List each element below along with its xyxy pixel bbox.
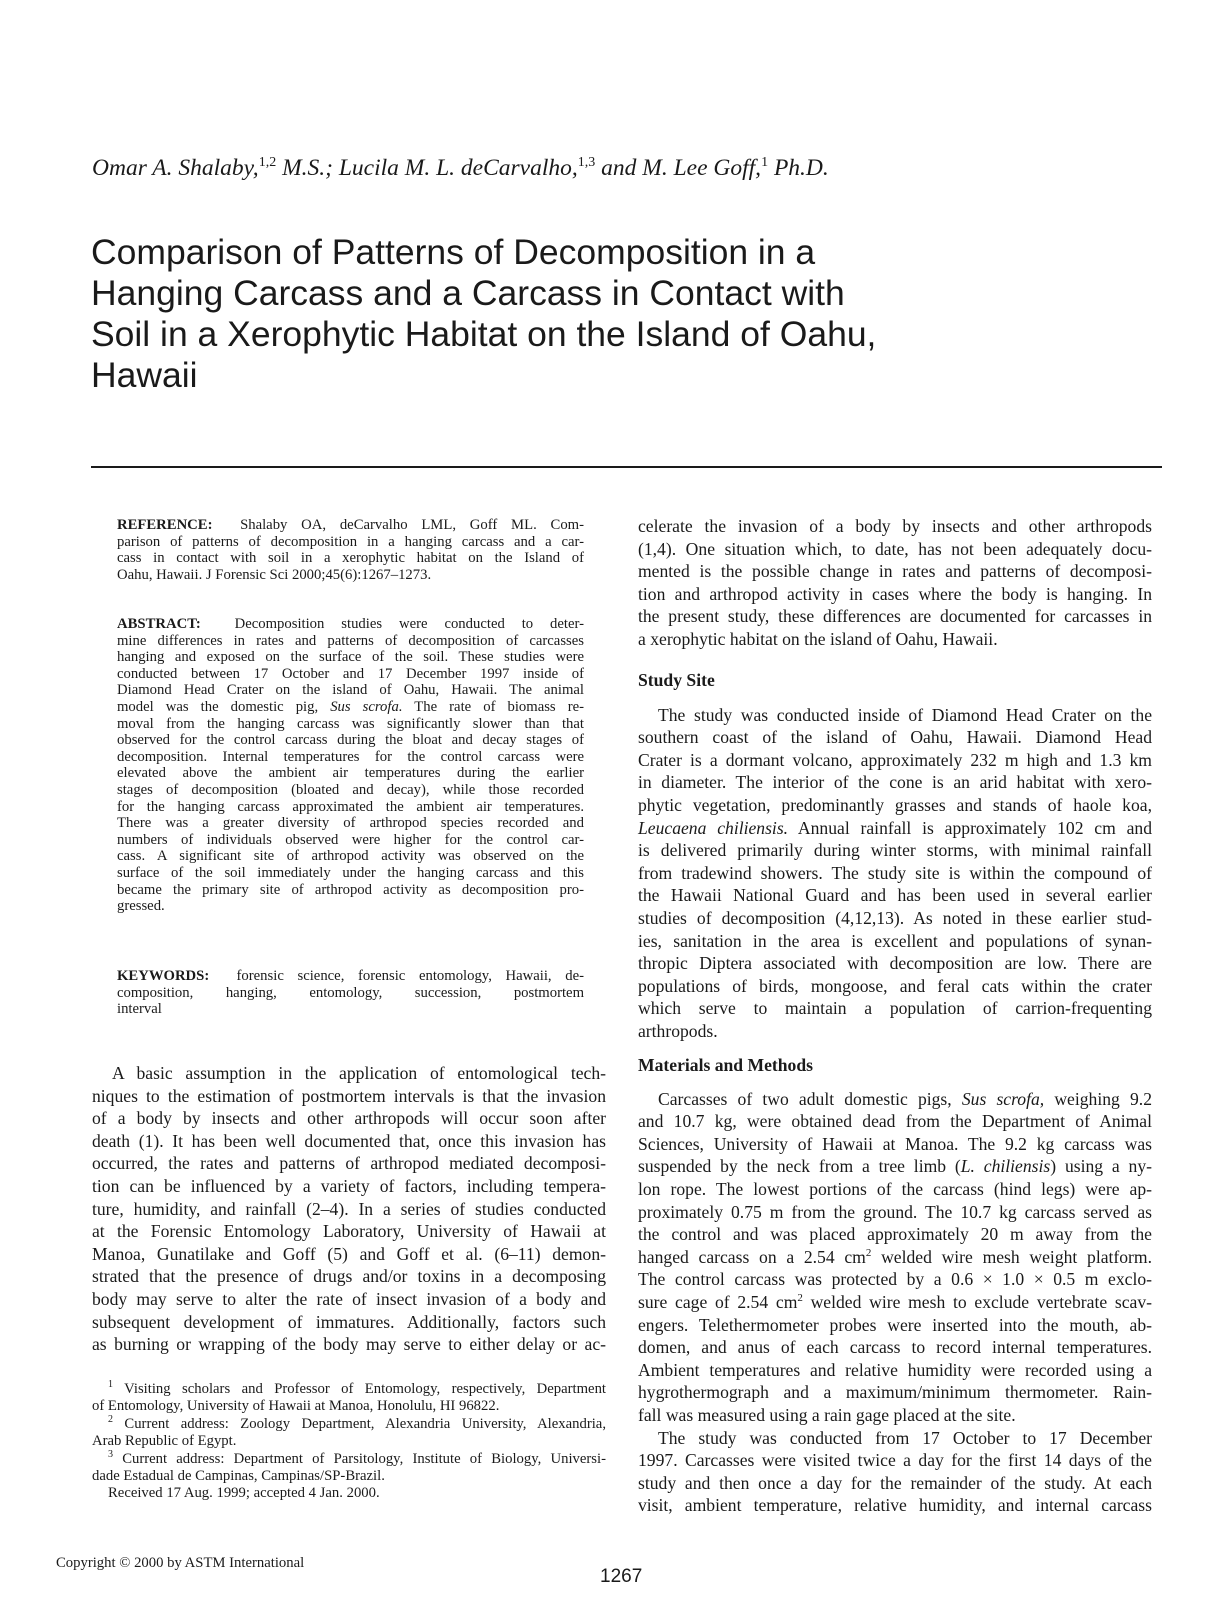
text-line: Crater is a dormant volcano, approximately 232 m high and 1.3 km [638,749,1152,770]
footnotes [92,1381,606,1503]
text-line: gressed. [117,898,165,915]
text-line: a xerophytic habitat on the island of Oahu, Hawaii. [638,628,998,649]
text-line: fall was measured using a rain gage placed at the site. [638,1404,1016,1425]
text-line: The study was conducted inside of Diamond Head Crater on the [658,704,1152,725]
title-line: Hawaii [91,355,198,395]
text-line: death (1). It has been well documented that, once this invasion has [92,1130,606,1151]
text-line: southern coast of the island of Oahu, Hawaii. Diamond Head [638,727,1152,748]
abstract-block [117,616,584,915]
author-line: Omar A. Shalaby,$^{1,2}$ M.S.; Lucila M. L. deCarvalho,$^{1,3}$ and M. Lee Goff,$^1$ Ph.D. [92,155,829,181]
text-line: Carcasses of two adult domestic pigs, Sus scrofa, weighing 9.2 [658,1088,1152,1109]
text-line: in diameter. The interior of the cone is an arid habitat with xero- [638,772,1152,793]
text-line: elevated above the ambient air temperatures during the earlier [117,765,584,782]
text-line: $^2$ Current address: Zoology Department, Alexandria University, Alexandria, [108,1413,606,1432]
text-line: (1,4). One situation which, to date, has not been adequately docu- [638,538,1152,559]
text-line: There was a greater diversity of arthropod species recorded and [117,815,584,832]
section-heading-study-site: Study Site [638,670,715,690]
text-line: lon rope. The lowest portions of the carcass (hind legs) were ap- [638,1178,1152,1199]
section-heading-materials-methods: Materials and Methods [638,1055,813,1075]
text-line: conducted between 17 October and 17 December 1997 inside of [117,665,584,682]
text-line: became the primary site of arthropod activity as decomposition pro- [117,881,584,898]
text-line: visit, ambient temperature, relative humidity, and internal carcass [638,1495,1152,1516]
keywords-label: KEYWORDS: [117,968,210,984]
text-line: Received 17 Aug. 1999; accepted 4 Jan. 2000. [108,1485,380,1502]
text-line: cass. A significant site of arthropod activity was observed on the [117,848,584,865]
text-line: observed for the control carcass during the bloat and decay stages of [117,732,584,749]
text-line: of Entomology, University of Hawaii at Manoa, Honolulu, HI 96822. [92,1398,500,1415]
text-line: occurred, the rates and patterns of arthropod mediated decomposi- [92,1153,606,1174]
text-line: for the hanging carcass approximated the ambient air temperatures. [117,798,584,815]
text-line: REFERENCE: Shalaby OA, deCarvalho LML, Goff ML. Com- [117,517,584,533]
text-line: dade Estadual de Campinas, Campinas/SP-Brazil. [92,1467,385,1484]
text-line: subsequent development of immatures. Additionally, factors such [92,1311,606,1332]
title-divider [91,466,1162,468]
title-line: Hanging Carcass and a Carcass in Contact with [91,273,845,313]
text-line: Manoa, Gunatilake and Goff (5) and Goff et al. (6–11) demon- [92,1243,606,1264]
text-line: and 10.7 kg, were obtained dead from the Department of Animal [638,1111,1152,1132]
text-line: Leucaena chiliensis. Annual rainfall is approximately 102 cm and [638,817,1152,838]
text-line: proximately 0.75 m from the ground. The 10.7 kg carcass served as [638,1201,1152,1222]
text-line: model was the domestic pig, Sus scrofa. The rate of biomass re- [117,698,584,715]
title-line: Soil in a Xerophytic Habitat on the Island of Oahu, [91,314,877,354]
text-line: from tradewind showers. The study site is within the compound of [638,862,1152,883]
text-line: 1997. Carcasses were visited twice a day for the first 14 days of the [638,1450,1152,1471]
text-line: the Hawaii National Guard and has been used in several earlier [638,885,1152,906]
text-line: hanged carcass on a 2.54 $cm^2$ welded wire mesh weight platform. [638,1246,1152,1267]
text-line: Ambient temperatures and relative humidity were recorded using a [638,1359,1152,1380]
text-line: stages of decomposition (bloated and decay), while those recorded [117,781,584,798]
text-line: Sciences, University of Hawaii at Manoa. The 9.2 kg carcass was [638,1133,1152,1154]
text-line: body may serve to alter the rate of insect invasion of a body and [92,1288,606,1309]
study-site-section [638,669,1152,1043]
left-column-body [92,1062,606,1356]
text-line: interval [117,1001,162,1018]
text-line: the present study, these differences are documented for carcasses in [638,606,1152,627]
keywords-block [117,968,584,1018]
right-column-intro [638,515,1152,651]
title-line: Comparison of Patterns of Decomposition in a [91,232,816,272]
copyright-notice: Copyright © 2000 by ASTM International [56,1555,305,1571]
text-line: ABSTRACT: Decomposition studies were conducted to deter- [117,616,585,632]
text-line: which serve to maintain a population of carrion-frequenting [638,998,1152,1019]
article-title [91,232,991,396]
text-line: hanging and exposed on the surface of the soil. These studies were [117,649,584,666]
text-line: studies of decomposition (4,12,13). As noted in these earlier stud- [638,907,1152,928]
text-line: $^1$ Visiting scholars and Professor of Entomology, respectively, Department [108,1379,606,1397]
text-line: mine differences in rates and patterns of decomposition of carcasses [117,632,584,649]
abstract-label: ABSTRACT: [117,616,201,632]
text-line: sure cage of 2.54 $cm^2$ welded wire mesh to exclude vertebrate scav- [638,1291,1152,1312]
text-line: Diamond Head Crater on the island of Oahu, Hawaii. The animal [117,682,584,699]
text-line: at the Forensic Entomology Laboratory, University of Hawaii at [92,1221,606,1242]
text-line: as burning or wrapping of the body may serve to either delay or ac- [92,1334,606,1355]
text-line: domen, and anus of each carcass to record internal temperatures. [638,1337,1152,1358]
text-line: The control carcass was protected by a 0.6 × 1.0 × 0.5 m exclo- [638,1269,1152,1290]
text-line: Arab Republic of Egypt. [92,1433,237,1450]
text-line: populations of birds, mongoose, and feral cats within the crater [638,975,1152,996]
text-line: numbers of individuals observed were higher for the control car- [117,831,584,848]
text-line: cass in contact with soil in a xerophytic habitat on the Island of [117,550,584,567]
text-line: of a body by insects and other arthropods will occur soon after [92,1108,606,1129]
materials-methods-section [638,1054,1152,1517]
text-line: composition, hanging, entomology, succession, postmortem [117,984,584,1001]
text-line: phytic vegetation, predominantly grasses and stands of haole koa, [638,794,1152,815]
text-line: A basic assumption in the application of entomological tech- [112,1063,606,1083]
text-line: surface of the soil immediately under the hanging carcass and this [117,864,584,881]
text-line: $^3$ Current address: Department of Parsitology, Institute of Biology, Universi- [108,1448,606,1467]
text-line: hygrothermograph and a maximum/minimum thermometer. Rain- [638,1382,1152,1403]
text-line: mented is the possible change in rates and patterns of decomposi- [638,561,1152,582]
text-line: parison of patterns of decomposition in a hanging carcass and a car- [117,533,584,550]
text-line: Oahu, Hawaii. J Forensic Sci 2000;45(6):1267–1273. [117,566,432,583]
text-line: the control and was placed approximately 20 m away from the [638,1224,1152,1245]
text-line: study and then once a day for the remainder of the study. At each [638,1472,1152,1493]
reference-label: REFERENCE: [117,517,213,533]
text-line: moval from the hanging carcass was significantly slower than that [117,715,584,732]
text-line: The study was conducted from 17 October to 17 December [658,1427,1152,1448]
text-line: decomposition. Internal temperatures for the control carcass were [117,748,584,765]
text-line: niques to the estimation of postmortem intervals is that the invasion [92,1085,606,1106]
text-line: strated that the presence of drugs and/or toxins in a decomposing [92,1266,606,1287]
text-line: arthropods. [638,1020,718,1041]
text-line: tion can be influenced by a variety of factors, including tempera- [92,1175,606,1196]
text-line: ture, humidity, and rainfall (2–4). In a series of studies conducted [92,1198,606,1219]
text-line: thropic Diptera associated with decomposition are low. There are [638,953,1152,974]
text-line: ies, sanitation in the area is excellent and populations of synan- [638,930,1152,951]
reference-block [117,517,584,583]
text-line: celerate the invasion of a body by insects and other arthropods [638,516,1152,536]
text-line: tion and arthropod activity in cases where the body is hanging. In [638,583,1152,604]
text-line: engers. Telethermometer probes were inserted into the mouth, ab- [638,1314,1152,1335]
text-line: is delivered primarily during winter storms, with minimal rainfall [638,840,1152,861]
page-number: 1267 [600,1566,643,1587]
text-line: KEYWORDS: forensic science, forensic entomology, Hawaii, de- [117,968,584,984]
text-line: suspended by the neck from a tree limb (L. chiliensis) using a ny- [638,1156,1152,1177]
